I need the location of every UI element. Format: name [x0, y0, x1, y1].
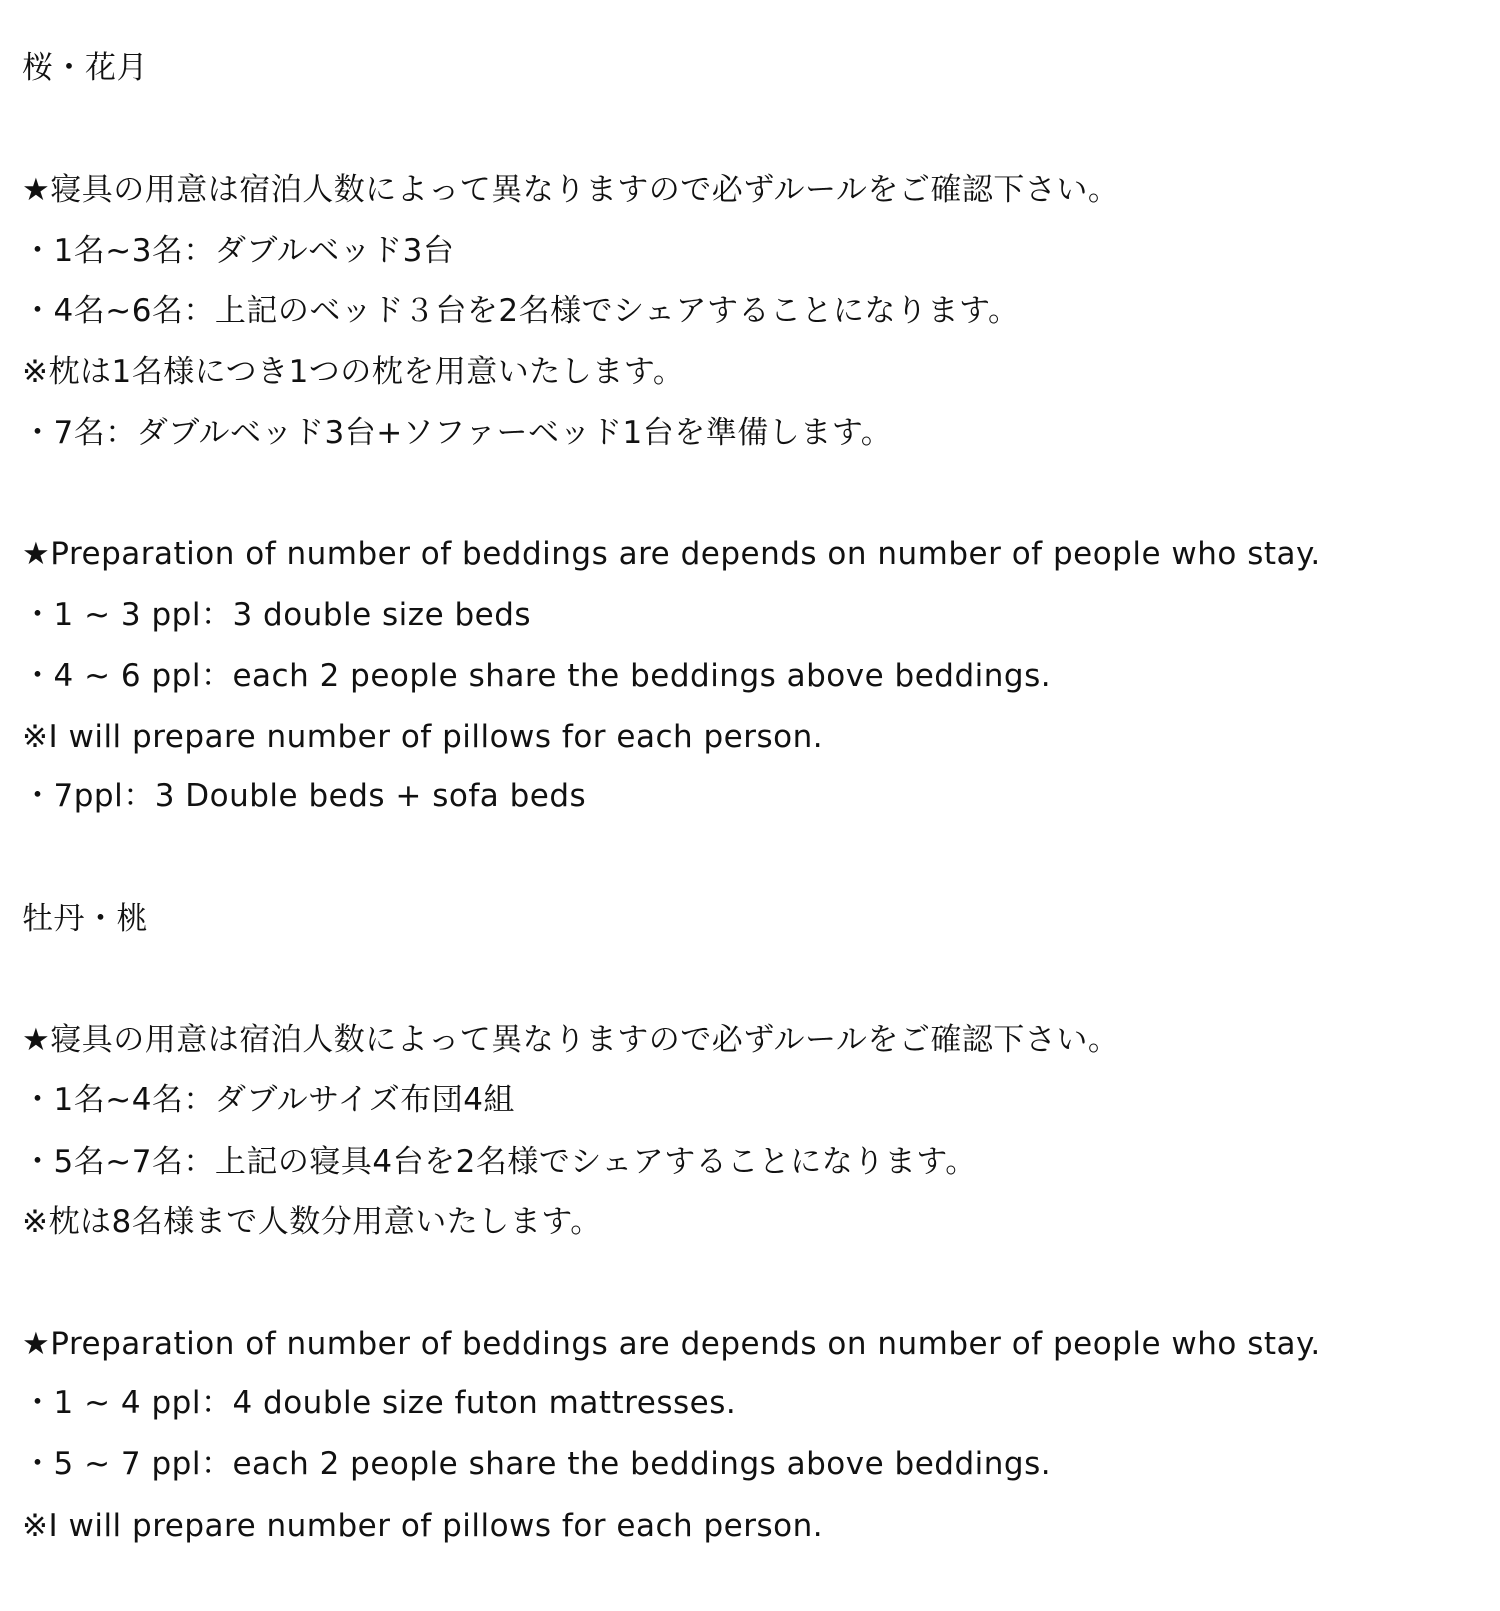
en-rule-item: ・1 ~ 3 ppl：3 double size beds	[22, 597, 532, 633]
jp-rule-item: ・7名：ダブルベッド3台+ソファーベッド1台を準備します。	[22, 415, 893, 451]
jp-rule-item: ・5名~7名：上記の寝具4台を2名様でシェアすることになります。	[22, 1144, 977, 1180]
en-rule-item: ・1 ~ 4 ppl：4 double size futon mattresses.	[22, 1385, 737, 1421]
section-title: 牡丹・桃	[22, 901, 148, 937]
section-title: 桜・花月	[22, 50, 148, 86]
en-notice: ★Preparation of number of beddings are depends on number of people who stay.	[22, 536, 1321, 572]
en-pillow-note: ※I will prepare number of pillows for each person.	[22, 719, 824, 755]
en-rule-item: ・5 ~ 7 ppl：each 2 people share the beddings above beddings.	[22, 1446, 1052, 1482]
en-rule-item: ・4 ~ 6 ppl：each 2 people share the beddings above beddings.	[22, 658, 1052, 694]
jp-pillow-note: ※枕は1名様につき1つの枕を用意いたします。	[22, 354, 685, 390]
jp-rule-item: ・1名~3名：ダブルベッド3台	[22, 233, 455, 269]
jp-rule-item: ・4名~6名：上記のベッド３台を2名様でシェアすることになります。	[22, 293, 1020, 329]
jp-rule-item: ・1名~4名：ダブルサイズ布団4組	[22, 1082, 515, 1118]
jp-pillow-note: ※枕は8名様まで人数分用意いたします。	[22, 1204, 602, 1240]
jp-notice: ★寝具の用意は宿泊人数によって異なりますので必ずルールをご確認下さい。	[22, 172, 1120, 208]
en-pillow-note: ※I will prepare number of pillows for each person.	[22, 1508, 824, 1544]
en-notice: ★Preparation of number of beddings are depends on number of people who stay.	[22, 1326, 1321, 1362]
en-rule-item: ・7ppl：3 Double beds + sofa beds	[22, 778, 587, 814]
jp-notice: ★寝具の用意は宿泊人数によって異なりますので必ずルールをご確認下さい。	[22, 1022, 1120, 1058]
